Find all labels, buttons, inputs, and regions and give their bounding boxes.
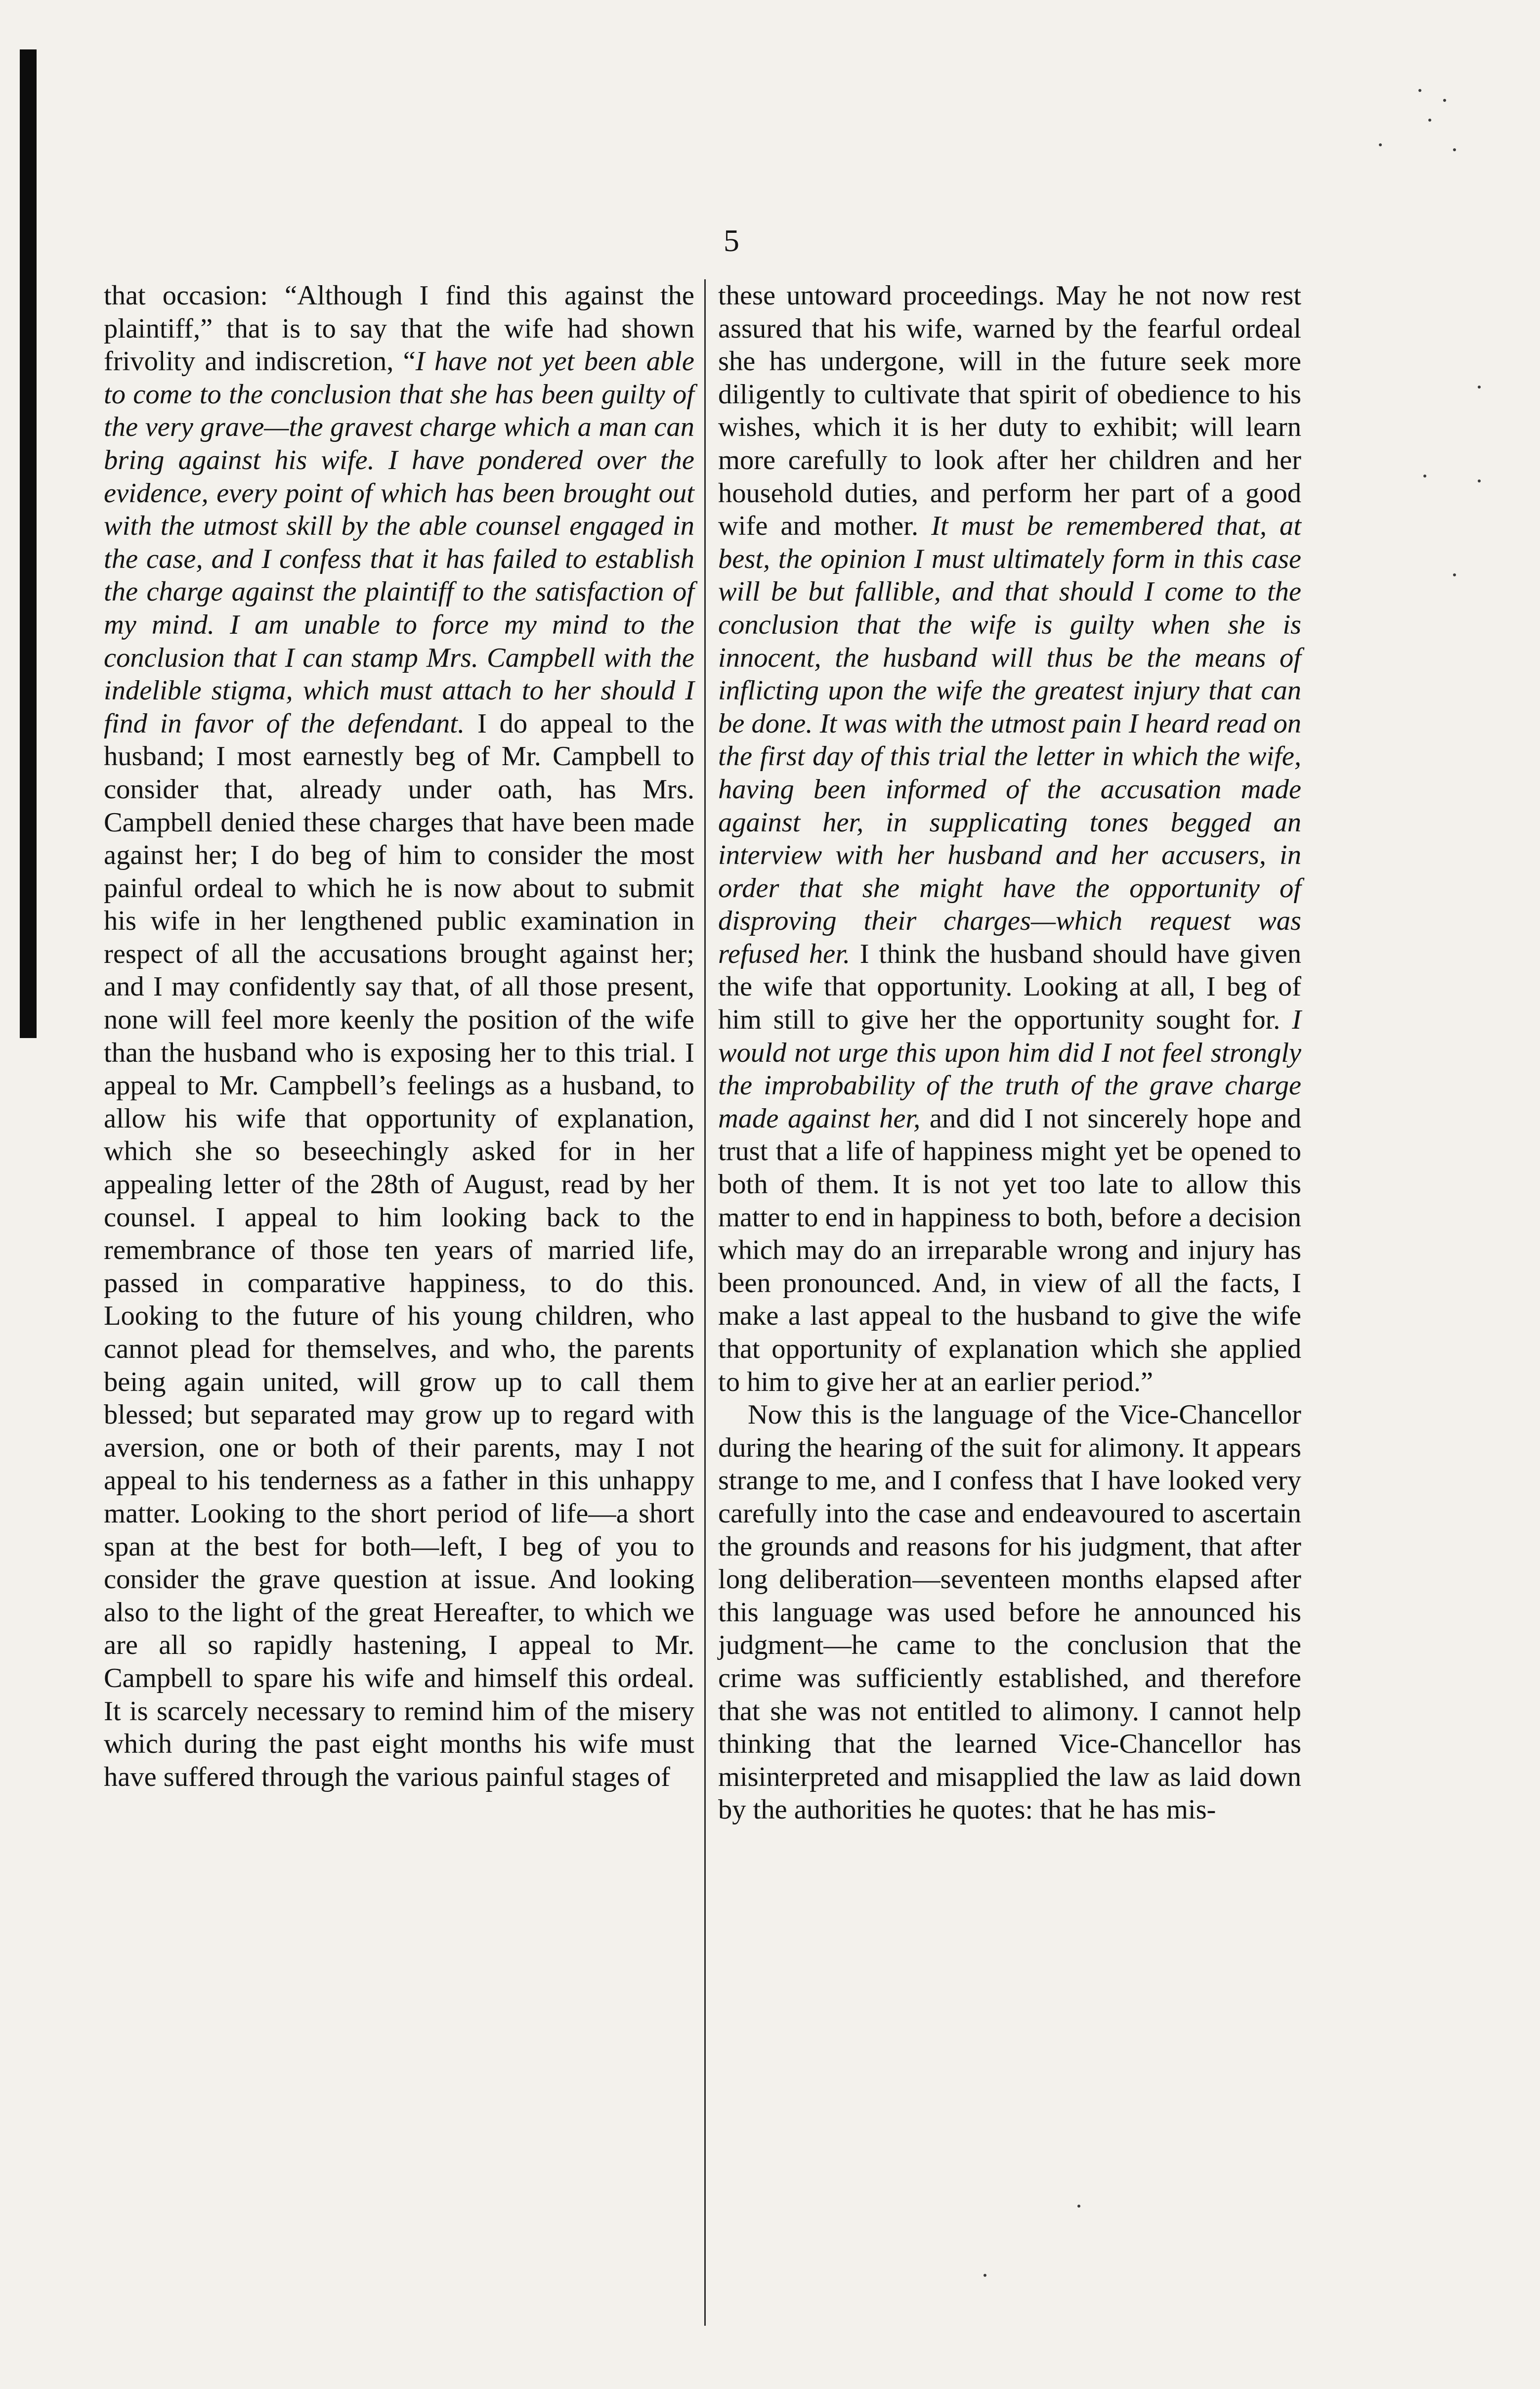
right-paragraph-2: Now this is the language of the Vice-Chancellor during the hearing of the suit for alimony. It appears strange to me, and I confess that I have looked very carefully into the case and endeavoured to ascertain the grounds and reasons for his judgment, that after long deliberation—seventeen months elapsed after this language was used before he announced his judgment—he came to the conclusion that the crime was sufficiently established, and therefore that she was not entitled to alimony. I cannot help thinking that the learned Vice-Chancellor has misinterpreted and misapplied the law as laid down by the authorities he quotes: that he has mis- bbox=[718, 1399, 1301, 1825]
left-column bbox=[104, 279, 694, 1793]
scan-speck bbox=[1428, 119, 1431, 122]
scan-speck bbox=[984, 2274, 986, 2277]
text-run: that occasion: “Although I find this against the plaintiff,” that is to say that the wife had shown frivolity and indiscretion, “ bbox=[104, 280, 694, 377]
page-number: 5 bbox=[724, 223, 739, 258]
scan-speck bbox=[1423, 475, 1426, 478]
scan-speck bbox=[1418, 89, 1421, 92]
text-run: I do appeal to the husband; I most earnestly beg of Mr. Campbell to consider that, already under oath, has Mrs. Campbell denied these charges that have been made against her; I do beg of him to consider the most painful ordeal to which he is now about to submit his wife in her lengthened public examination in respect of all the accusations brought against her; and I may confidently say that, of all those present, none will feel more keenly the position of the wife than the husband who is exposing her to this trial. I appeal to Mr. Campbell’s feelings as a husband, to allow his wife that opportunity of explanation, which she so beseechingly asked for in her appealing letter of the 28th of August, read by her counsel. I appeal to him looking back to the remembrance of those ten years of married life, passed in comparative happiness, to do this. Looking to the future of his young children, who cannot plead for themselves, and who, the parents being again united, will grow up to call them blessed; but separated may grow up to regard with aversion, one or both of their parents, may I not appeal to his tenderness as a father in this unhappy matter. Looking to the short period of life—a short span at the best for both—left, I beg of you to consider the grave question at issue. And looking also to the light of the great Hereafter, to which we are all so rapidly hastening, I appeal to Mr. Campbell to spare his wife and himself this ordeal. It is scarcely necessary to remind him of the misery which during the past eight months his wife must have suffered through the various painful stages of bbox=[104, 708, 694, 1792]
scan-speck bbox=[1443, 99, 1446, 102]
scan-speck bbox=[1478, 386, 1481, 389]
italic-quote: It must be remembered that, at best, the opinion I must ultimately form in this case will be but fallible, and that should I come to the conclusion that the wife is guilty when she is innocent, the husband will thus be the means of inflicting upon the wife the greatest injury that can be done. It was with the utmost pain I heard read on the first day of this trial the letter in which the wife, having been informed of the accusation made against her, in supplicating tones begged an interview with her husband and her accusers, in order that she might have the opportunity of disproving their charges—which request was refused her. bbox=[718, 511, 1301, 969]
scan-edge-bar bbox=[20, 49, 37, 1038]
column-divider bbox=[704, 279, 706, 2326]
scan-speck bbox=[1453, 573, 1456, 576]
text-run: I think the husband should have given the wife that opportunity. Looking at all, I beg of him still to give her the opportunity sought for. bbox=[718, 938, 1301, 1036]
italic-quote: I would not urge this upon him did I not feel strongly the improbability of the truth of the grave charge made against her, bbox=[718, 1004, 1301, 1134]
scan-speck bbox=[1077, 2205, 1080, 2208]
right-paragraph-1 bbox=[718, 279, 1301, 1398]
scan-speck bbox=[1478, 479, 1481, 482]
italic-quote: I have not yet been able to come to the conclusion that she has been guilty of the very grave—the gravest charge which a man can bring against his wife. I have pondered over the evidence, every point of which has been brought out with the utmost skill by the able counsel engaged in the case, and I confess that it has failed to establish the charge against the plaintiff to the satisfaction of my mind. I am unable to force my mind to the conclusion that I can stamp Mrs. Campbell with the indelible stigma, which must attach to her should I find in favor of the defendant. bbox=[104, 346, 694, 739]
text-run: and did I not sincerely hope and trust that a life of happiness might yet be opened to both of them. It is not yet too late to allow this matter to end in happiness to both, before a decision which may do an irreparable wrong and injury has been pronounced. And, in view of all the facts, I make a last appeal to the husband to give the wife that opportunity of explanation which she applied to him to give her at an earlier period.” bbox=[718, 1103, 1301, 1397]
right-column bbox=[718, 279, 1301, 1826]
left-paragraph-1 bbox=[104, 279, 694, 1793]
text-run: these untoward proceedings. May he not now rest assured that his wife, warned by the fearful ordeal she has undergone, will in the future seek more diligently to cultivate that spirit of obedience to his wishes, which it is her duty to exhibit; will learn more carefully to look after her children and her household duties, and perform her part of a good wife and mother. bbox=[718, 280, 1301, 542]
scan-speck bbox=[1453, 148, 1456, 151]
scan-speck bbox=[1379, 143, 1382, 146]
